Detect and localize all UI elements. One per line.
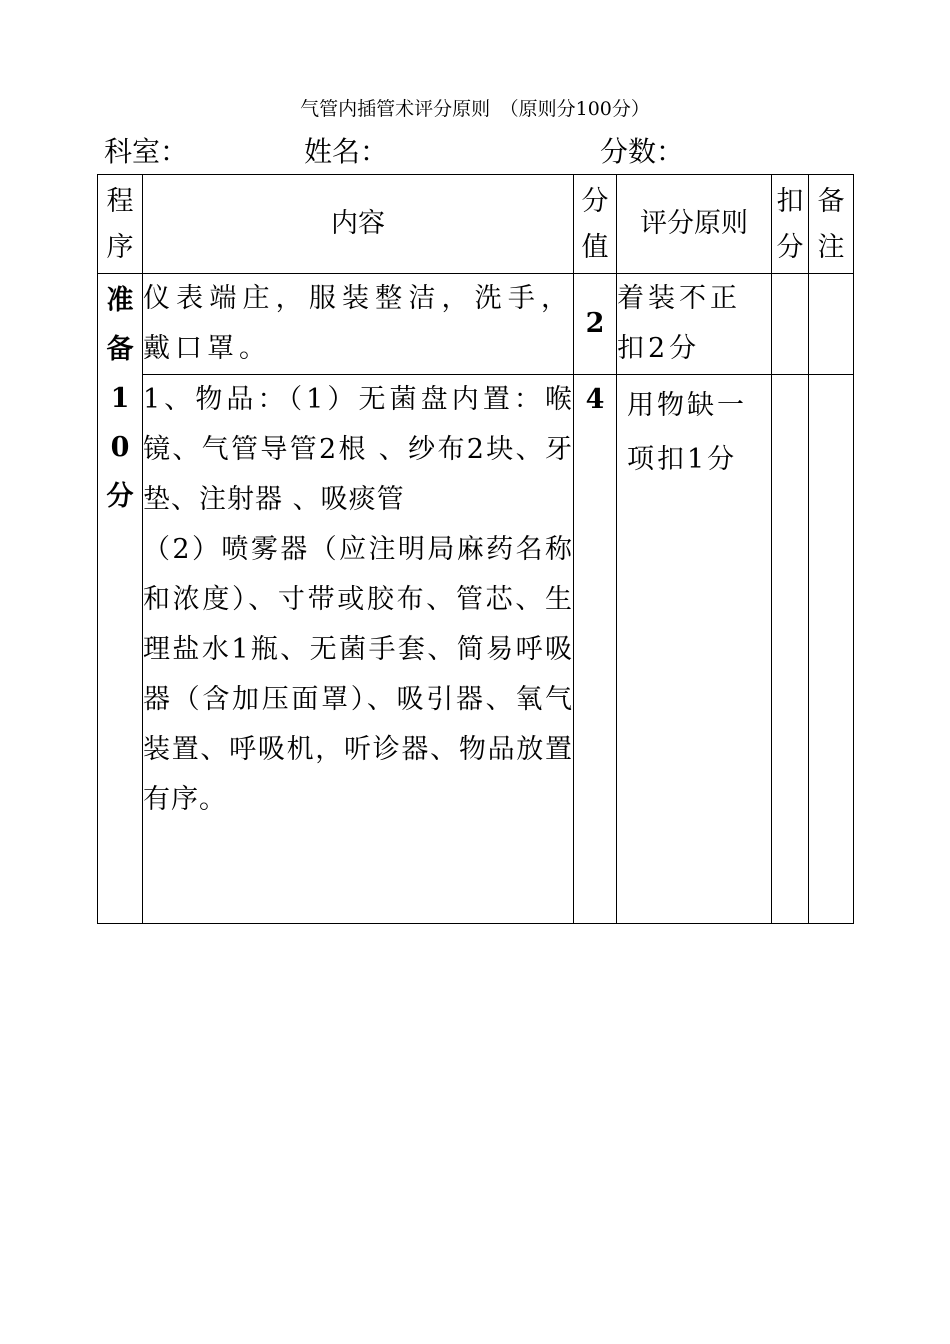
- name-label: 姓名：: [304, 135, 389, 168]
- row-deduction: [772, 375, 809, 924]
- section-label-char: 备: [106, 334, 134, 365]
- document-title: 气管内插管术评分原则 （原则分100分）: [300, 98, 650, 120]
- header-value-char: 值: [581, 232, 609, 263]
- header-fields: [0, 132, 950, 172]
- score-label: 分数：: [600, 135, 685, 168]
- header-deduction-char: 分: [776, 232, 804, 263]
- header-value: [574, 175, 617, 274]
- row-value: 4: [574, 375, 617, 924]
- department-label: 科室：: [104, 135, 189, 168]
- row-remarks: [809, 274, 854, 375]
- section-label-char: 1: [110, 383, 130, 414]
- row-value: 2: [574, 274, 617, 375]
- row-criteria: 用物缺一项扣1分: [617, 375, 772, 924]
- row-content: [143, 375, 574, 924]
- section-label: [98, 274, 143, 924]
- header-criteria: 评分原则: [617, 175, 772, 274]
- section-label-char: 分: [106, 481, 134, 512]
- row-content-part2: （2）喷雾器（应注明局麻药名称和浓度）、寸带或胶布、管芯、生理盐水1瓶、无菌手套、简易呼吸器（含加压面罩）、吸引器、氧气装置、呼吸机，听诊器、物品放置有序。: [143, 534, 573, 815]
- scoring-table: [97, 174, 854, 924]
- header-value-char: 分: [581, 186, 609, 217]
- header-remarks: [809, 175, 854, 274]
- header-procedure-char: 序: [106, 232, 134, 263]
- header-procedure-char: 程: [106, 186, 134, 217]
- header-remarks-char: 注: [817, 232, 845, 263]
- header-deduction-char: 扣: [776, 186, 804, 217]
- section-label-char: 准: [106, 285, 134, 316]
- row-deduction: [772, 274, 809, 375]
- section-label-char: 0: [110, 432, 130, 463]
- row-criteria: 着装不正扣2分: [617, 274, 772, 375]
- row-content: 仪表端庄，服装整洁，洗手，戴口罩。: [143, 274, 574, 375]
- header-remarks-char: 备: [817, 186, 845, 217]
- row-content-part1: 1、物品：（1）无菌盘内置：喉镜、气管导管2根 、纱布2块、牙垫、注射器 、吸痰管: [143, 384, 573, 515]
- table-header-row: [98, 175, 854, 274]
- header-deduction: [772, 175, 809, 274]
- table-row: [98, 375, 854, 924]
- row-remarks: [809, 375, 854, 924]
- table-row: [98, 274, 854, 375]
- header-content: 内容: [143, 175, 574, 274]
- header-procedure: [98, 175, 143, 274]
